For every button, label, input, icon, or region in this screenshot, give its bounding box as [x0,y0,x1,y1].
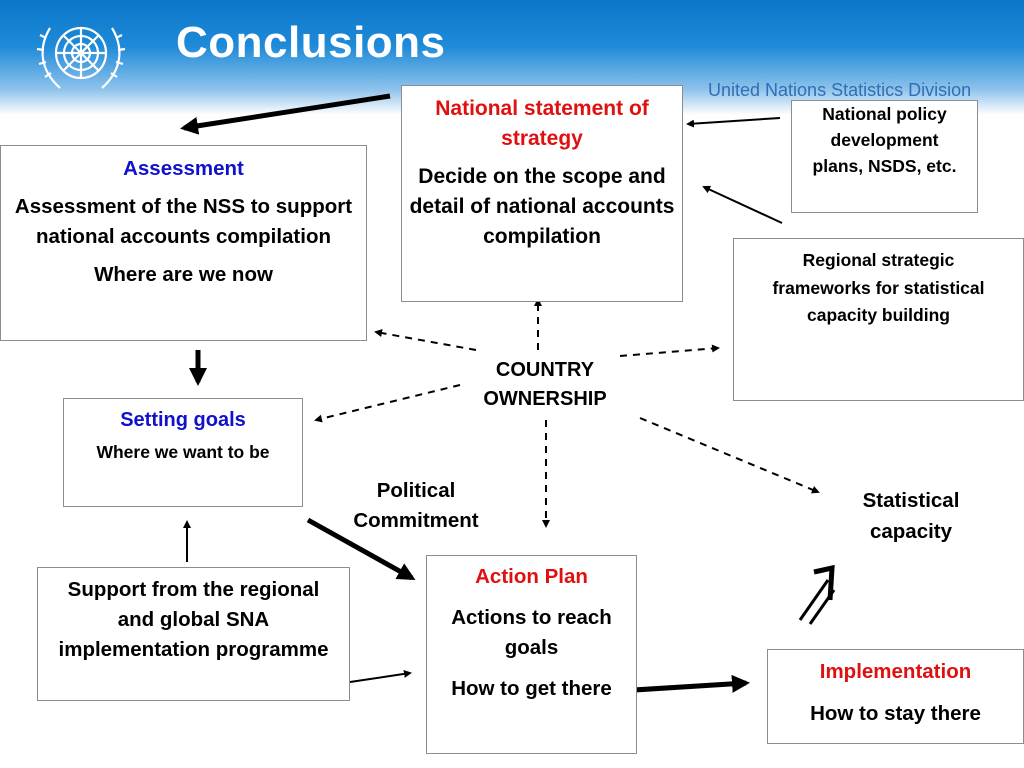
statistical-capacity-line1: Statistical [862,489,960,512]
national-policy-box [791,100,978,213]
support-box [37,567,350,701]
statistical-capacity-line2: capacity [869,520,953,543]
assessment-title: Assessment [123,157,244,180]
regional-frameworks-text: Regional strategic frameworks for statistical capacity building [772,250,985,325]
national-statement-title: National statement of strategy [435,97,649,150]
dashed-arrow-to-goals [316,385,460,420]
national-statement-body: Decide on the scope and detail of national accounts compilation [409,165,675,248]
setting-goals-box [63,398,303,507]
arrow-support-to-action [350,673,410,682]
assessment-note: Where are we now [94,263,273,286]
statistical-capacity-label [830,485,992,547]
arrow-policy-to-statement [688,118,780,124]
implementation-body: How to stay there [810,702,981,725]
political-commitment-line2: Commitment [353,509,479,532]
national-policy-text: National policy development plans, NSDS, etc. [812,104,957,176]
action-plan-body: Actions to reach goals [451,606,612,659]
slide-title: Conclusions [176,18,446,67]
action-plan-note: How to get there [451,677,612,700]
setting-goals-title: Setting goals [120,409,246,431]
dashed-arrow-to-assessment [376,332,476,350]
national-statement-box [401,85,683,302]
double-arrow-to-capacity [800,568,834,624]
dashed-arrow-to-capacity [640,418,818,492]
implementation-box [767,649,1024,744]
implementation-title: Implementation [819,660,972,683]
political-commitment-label [330,476,502,536]
setting-goals-body: Where we want to be [96,442,270,462]
action-plan-title: Action Plan [475,565,588,588]
arrow-regional-to-statement [704,187,782,223]
action-plan-box [426,555,637,754]
assessment-body: Assessment of the NSS to support national accounts compilation [14,195,353,248]
support-text: Support from the regional and global SNA implementation programme [58,578,329,661]
arrow-action-to-implementation [634,683,746,690]
arrow-title-to-assessment [184,96,390,128]
assessment-box [0,145,367,341]
country-ownership-label [450,356,640,414]
political-commitment-line1: Political [376,479,456,502]
regional-frameworks-box [733,238,1024,401]
dashed-arrow-to-regional [620,348,718,356]
country-ownership-line2: OWNERSHIP [483,388,607,410]
division-name: United Nations Statistics Division [708,80,972,100]
country-ownership-line1: COUNTRY [495,359,595,381]
